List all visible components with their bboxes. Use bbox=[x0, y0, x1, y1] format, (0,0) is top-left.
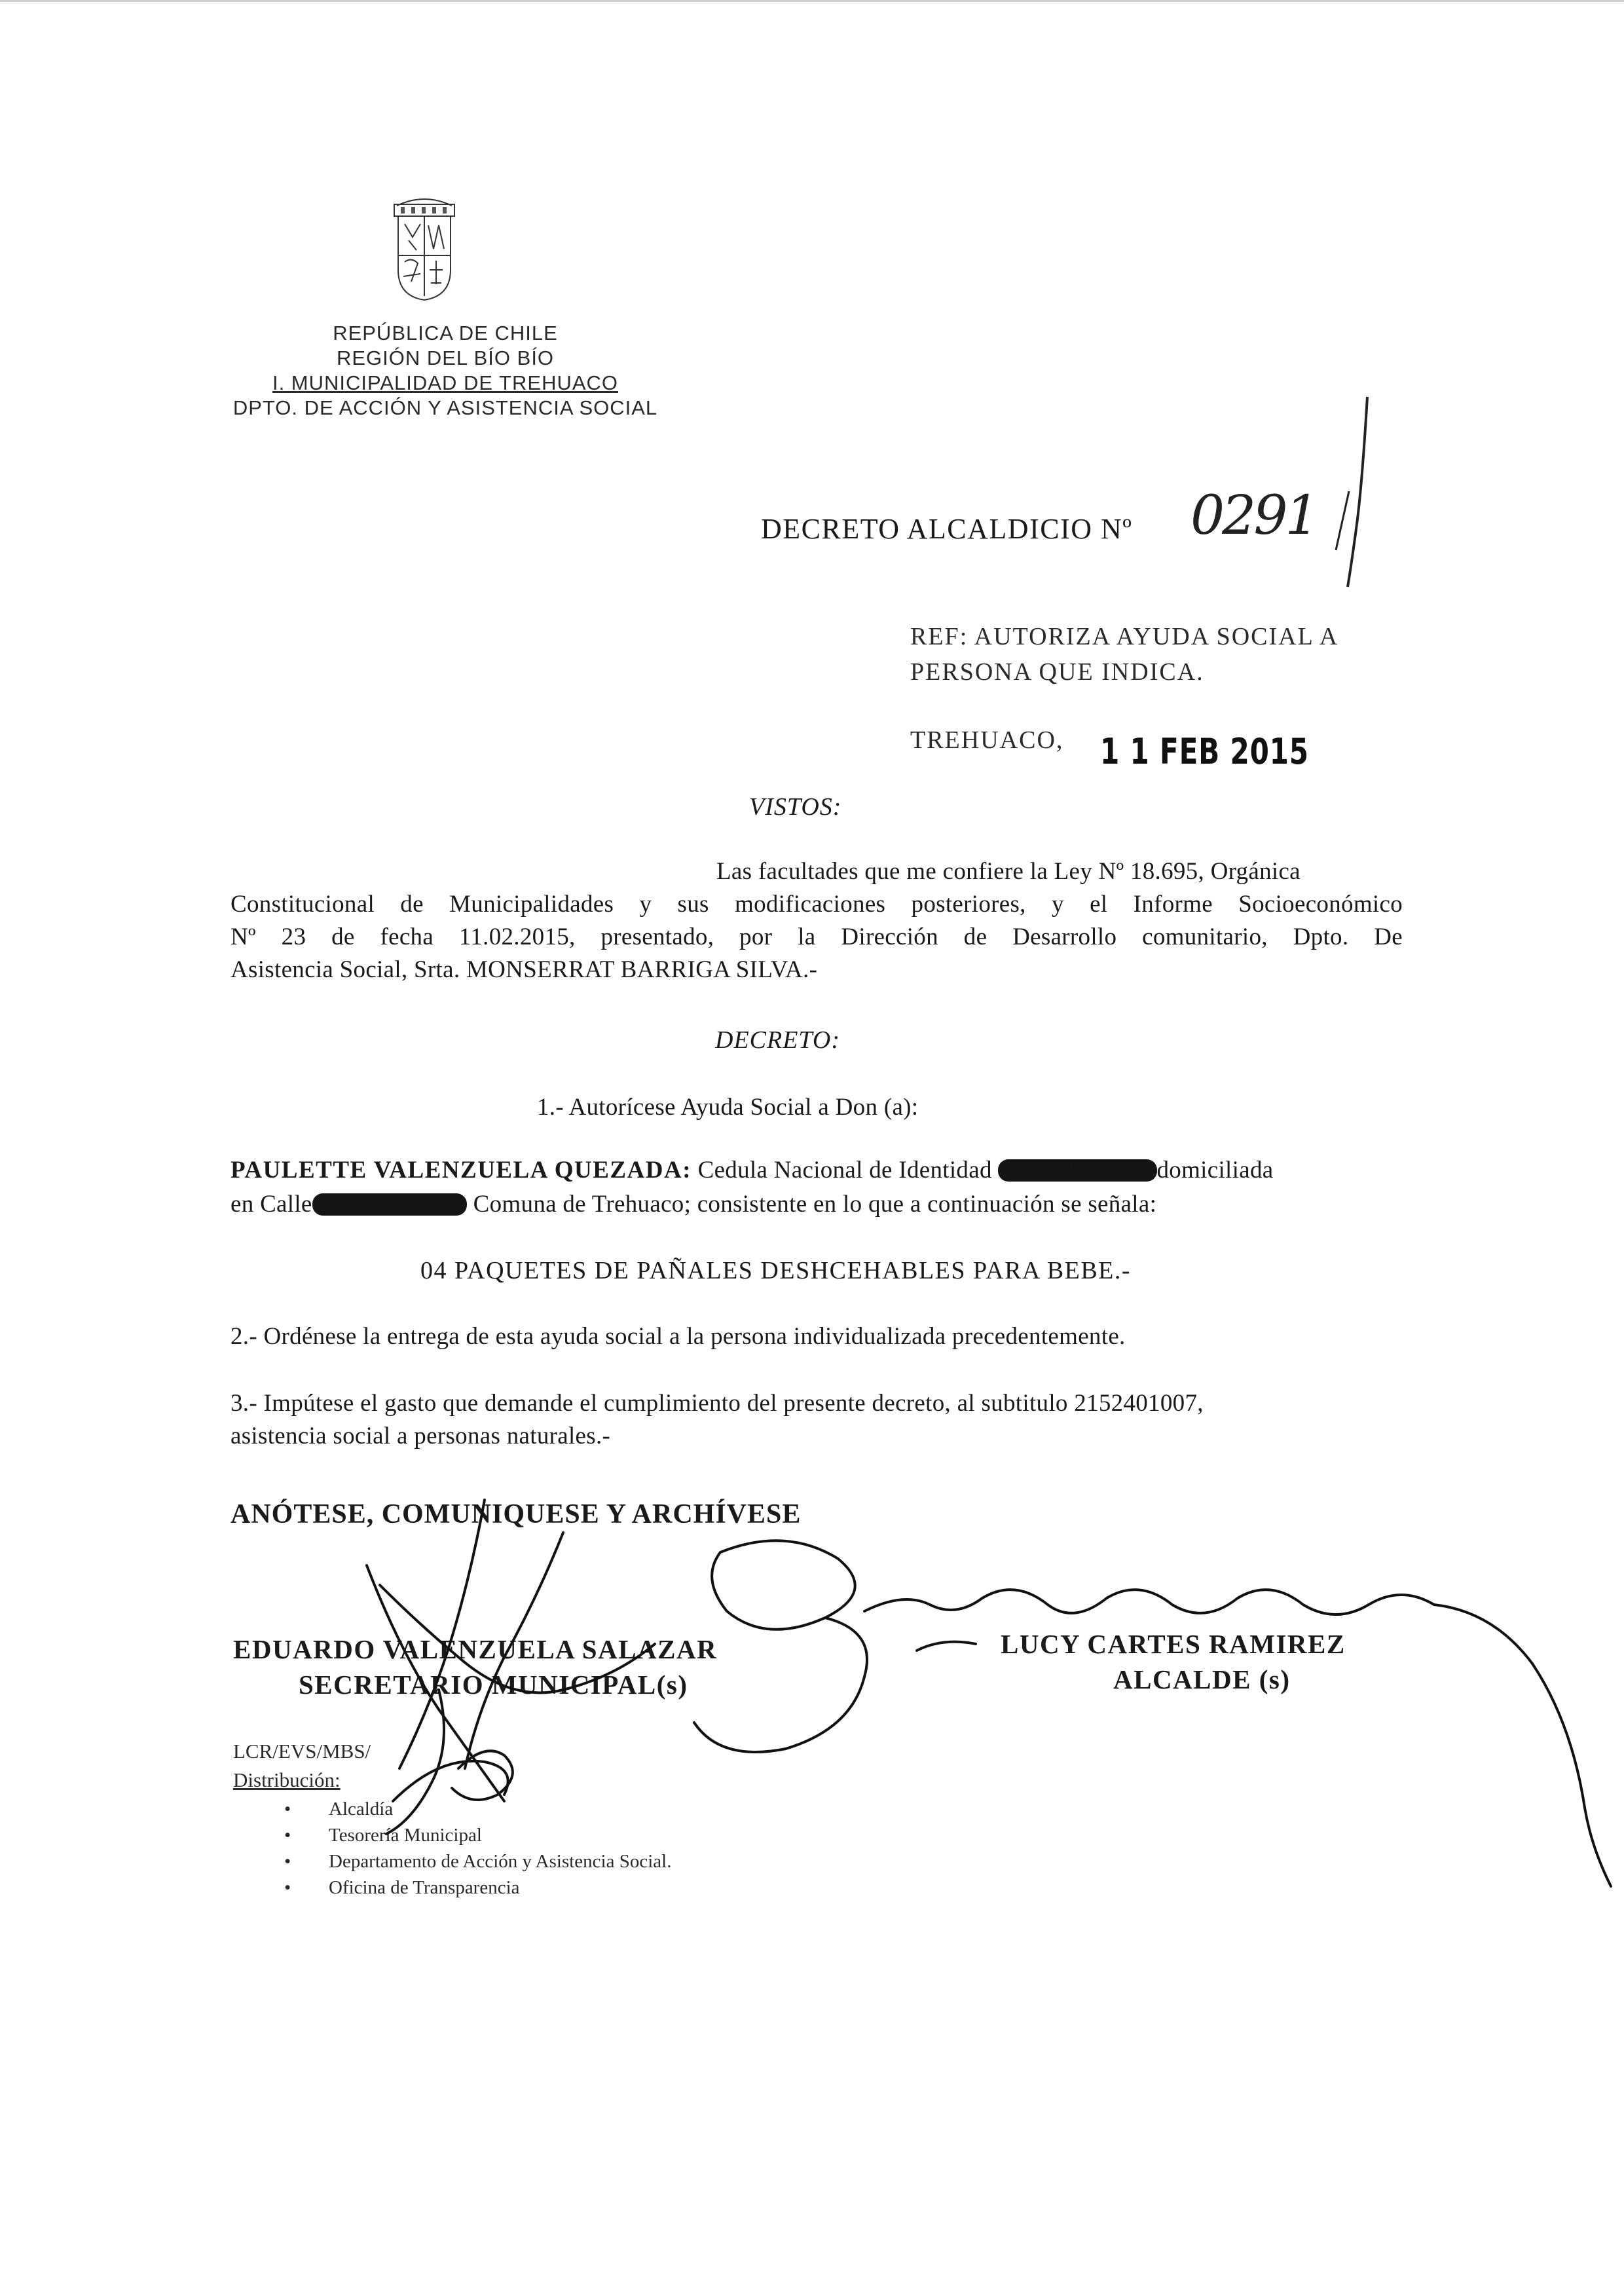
beneficiary-line bbox=[231, 1154, 1273, 1187]
distribution-item: • Departamento de Acción y Asistencia Social. bbox=[329, 1851, 671, 1873]
decreto-item-3-line-1: 3.- Impútese el gasto que demande el cumplimiento del presente decreto, al subtitulo 2152401007, bbox=[231, 1390, 1204, 1417]
header-municipality: I. MUNICIPALIDAD DE TREHUACO bbox=[272, 371, 619, 394]
date-stamp: 1 1 FEB 2015 bbox=[1100, 731, 1309, 772]
right-signature-scribble bbox=[668, 1533, 1624, 1899]
header-country: REPÚBLICA DE CHILE bbox=[333, 322, 558, 345]
vistos-line-3: Nº 23 de fecha 11.02.2015, presentado, por la Dirección de Desarrollo comunitario, Dpto. De bbox=[231, 924, 1403, 950]
decree-number-handwritten: 0291 bbox=[1190, 485, 1317, 547]
handwritten-slash-mark bbox=[1310, 393, 1388, 589]
vistos-line-1: Las facultades que me confiere la Ley Nº 18.695, Orgánica bbox=[716, 858, 1301, 885]
scan-edge-line bbox=[0, 0, 1624, 2]
place-label: TREHUACO, bbox=[910, 726, 1064, 754]
coat-of-arms-icon bbox=[385, 191, 464, 303]
ref-line-2: PERSONA QUE INDICA. bbox=[910, 658, 1204, 686]
closing-text: ANÓTESE, COMUNIQUESE Y ARCHÍVESE bbox=[231, 1499, 802, 1529]
distribution-item: • Tesorería Municipal bbox=[329, 1825, 482, 1846]
decreto-item-2: 2.- Ordénese la entrega de esta ayuda social a la persona individualizada precedentemente. bbox=[231, 1323, 1126, 1350]
street-redacted: Arturo Prat s/n bbox=[312, 1193, 467, 1216]
street-suffix: Comuna de Trehuaco; consistente en lo que a continuación se señala: bbox=[473, 1191, 1157, 1218]
vistos-heading: VISTOS: bbox=[749, 793, 842, 821]
footer-initials: LCR/EVS/MBS/ bbox=[233, 1740, 371, 1763]
id-label: Cedula Nacional de Identidad bbox=[697, 1157, 992, 1184]
goods-line: 04 PAQUETES DE PAÑALES DESHCEHABLES PARA BEBE.- bbox=[420, 1257, 1132, 1284]
vistos-line-2: Constitucional de Municipalidades y sus modificaciones posteriores, y el Informe Socioeconómico bbox=[231, 891, 1403, 918]
left-signatory-name: EDUARDO VALENZUELA SALAZAR bbox=[233, 1634, 718, 1664]
decreto-heading: DECRETO: bbox=[715, 1026, 840, 1054]
left-signatory-title: SECRETARIO MUNICIPAL(s) bbox=[299, 1670, 688, 1700]
beneficiary-name: PAULETTE VALENZUELA QUEZADA: bbox=[231, 1157, 692, 1184]
decreto-item-1: 1.- Autorícese Ayuda Social a Don (a): bbox=[537, 1094, 919, 1121]
distribution-label: Distribución: bbox=[233, 1768, 341, 1791]
decree-title: DECRETO ALCALDICIO Nº bbox=[761, 513, 1133, 545]
header-region: REGIÓN DEL BÍO BÍO bbox=[336, 346, 555, 369]
address-line bbox=[231, 1188, 1156, 1221]
distribution-item: • Alcaldía bbox=[329, 1799, 393, 1820]
right-signatory-title: ALCALDE (s) bbox=[1113, 1664, 1291, 1694]
id-number-redacted: Nº 17055914-2 bbox=[998, 1159, 1156, 1182]
right-signatory-name: LUCY CARTES RAMIREZ bbox=[1001, 1629, 1346, 1659]
decreto-item-3-line-2: asistencia social a personas naturales.- bbox=[231, 1423, 611, 1449]
domicile-label: domiciliada bbox=[1156, 1157, 1274, 1184]
street-prefix: en Calle bbox=[231, 1191, 312, 1218]
distribution-item: • Oficina de Transparencia bbox=[329, 1877, 520, 1899]
vistos-line-4: Asistencia Social, Srta. MONSERRAT BARRIGA SILVA.- bbox=[231, 956, 818, 983]
ref-line-1: REF: AUTORIZA AYUDA SOCIAL A bbox=[910, 623, 1339, 650]
header-department: DPTO. DE ACCIÓN Y ASISTENCIA SOCIAL bbox=[232, 396, 658, 419]
